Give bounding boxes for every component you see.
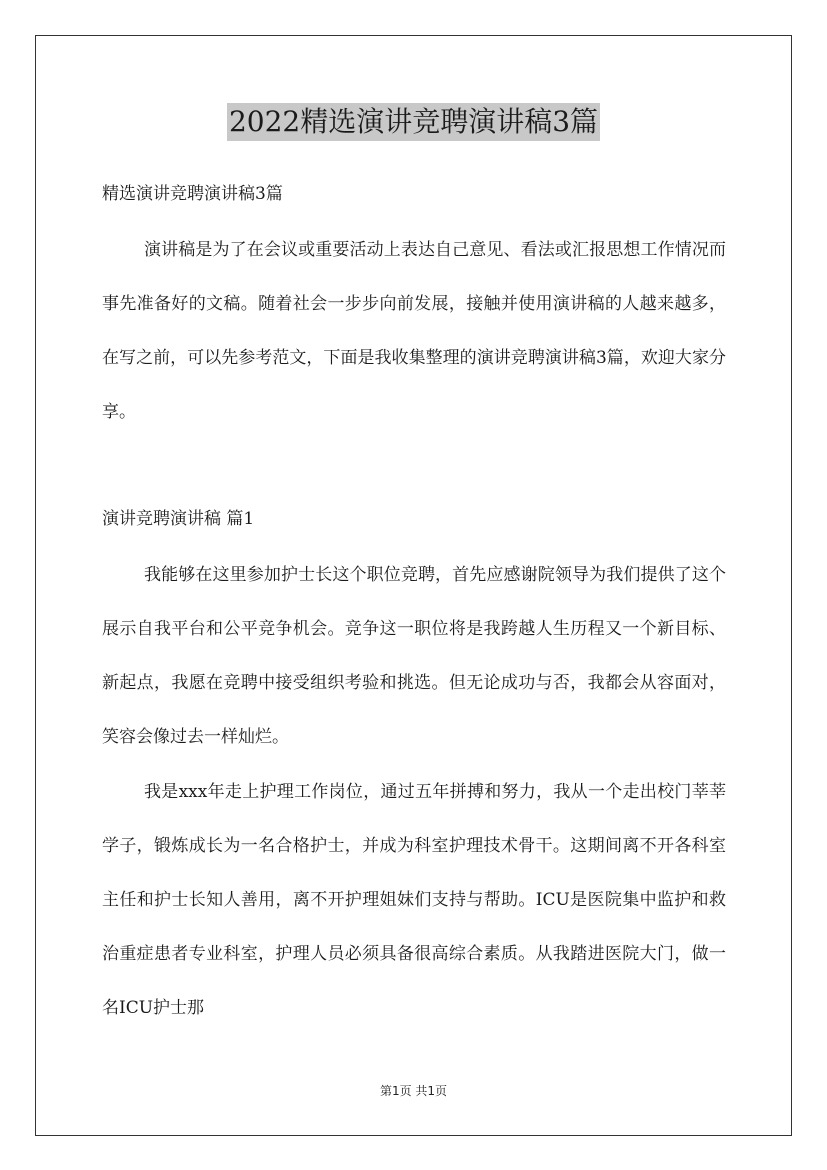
document-title: 2022精选演讲竞聘演讲稿3篇 <box>227 103 600 141</box>
body-paragraph-1: 我能够在这里参加护士长这个职位竞聘，首先应感谢院领导为我们提供了这个展示自我平台和公平竞争机会。竞争这一职位将是我跨越人生历程又一个新目标、新起点，我愿在竞聘中接受组织考验和挑选。但无论成功与否，我都会从容面对，笑容会像过去一样灿烂。 <box>102 565 726 747</box>
document-title-container <box>0 103 827 141</box>
intro-paragraph: 演讲稿是为了在会议或重要活动上表达自己意见、看法或汇报思想工作情况而事先准备好的文稿。随着社会一步步向前发展，接触并使用演讲稿的人越来越多，在写之前，可以先参考范文，下面是我收集整理的演讲竞聘演讲稿3篇，欢迎大家分享。 <box>102 240 726 422</box>
document-subtitle: 精选演讲竞聘演讲稿3篇 <box>102 184 283 204</box>
body-paragraph-2: 我是xxx年走上护理工作岗位，通过五年拼搏和努力，我从一个走出校门莘莘学子，锻炼成长为一名合格护士，并成为科室护理技术骨干。这期间离不开各科室主任和护士长知人善用，离不开护理姐妹们支持与帮助。ICU是医院集中监护和救治重症患者专业科室，护理人员必须具备很高综合素质。从我踏进医院大门，做一名ICU护士那 <box>102 782 726 1018</box>
page-footer: 第1页 共1页 <box>379 1084 448 1098</box>
section-heading: 演讲竞聘演讲稿 篇1 <box>102 509 255 529</box>
